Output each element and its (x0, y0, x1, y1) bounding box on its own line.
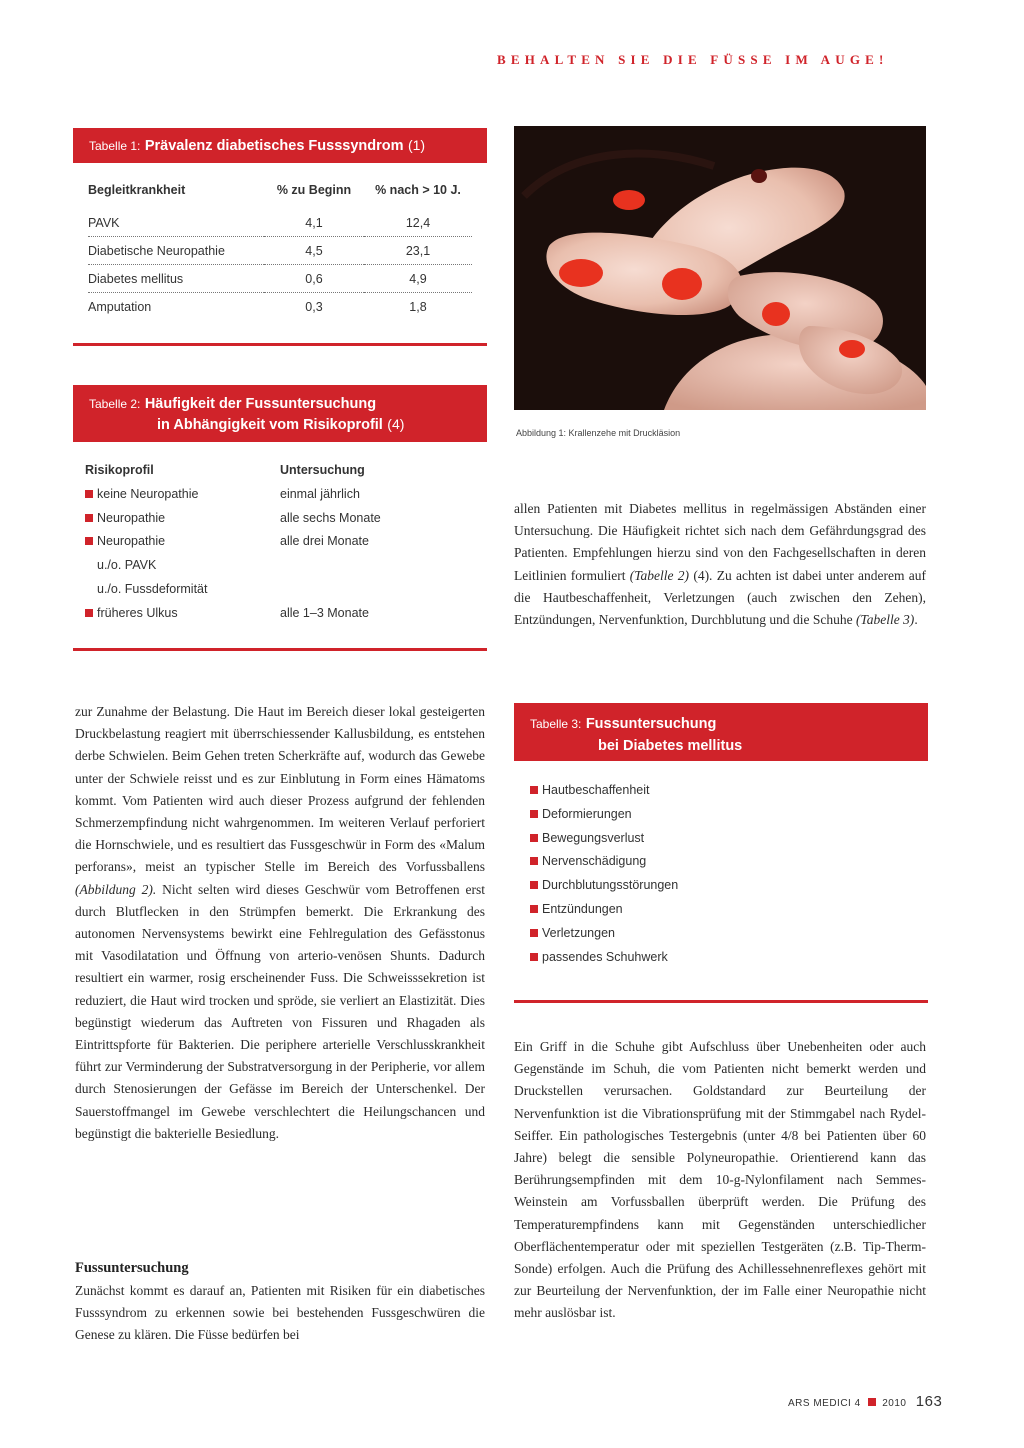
table-header-row (85, 460, 487, 484)
table-2-title-line-1: Häufigkeit der Fussuntersuchung (144, 396, 377, 412)
table-cell: 1,8 (409, 299, 427, 314)
table-2-ref: (4) (387, 416, 405, 432)
text-run: Nicht selten wird dieses Geschwür vom Betroffenen erst durch Blutflecken in den Strümpfen bemerkt. Die Erkrankung des autonomen Nervensystems bewirkt eine Fehlregulation des Gefässtonus mit Vasodilatation und Öffnung von arterio-venösen Shunts. Dadurch resultiert ein warmer, rosig erscheinender Fuss. Die Schweisssekretion ist reduziert, die Haut wird trocken und spröde, sie verliert an Elastizität. Dies begünstigt wiederum das Auftreten von Fissuren und Rhagaden als Eintrittspforte für Bakterien. Die periphere arterielle Verschlusskrankheit führt zur Verminderung der Substratversorgung in der Peripherie, vor allem durch Stenosierungen der Gefässe im Bereich der Unterschenkel. Der Sauerstoffmangel im Gewebe verschlechtert die Heilungschancen und begünstigt die bakterielle Besiedlung. (75, 881, 485, 1141)
bullet-square-icon (530, 929, 538, 937)
table-header-row (88, 179, 472, 201)
bullet-square-icon (530, 786, 538, 794)
list-item-label: Bewegungsverlust (542, 830, 645, 845)
bullet-square-icon (85, 609, 93, 617)
bullet-square-icon (85, 490, 93, 498)
table-row (88, 237, 472, 265)
column-header: % zu Beginn (276, 183, 352, 197)
list-item (530, 783, 928, 807)
table-cell: 4,5 (264, 237, 364, 265)
table-1-ref: (1) (407, 137, 426, 153)
table-2-label: Tabelle 2: (89, 397, 141, 411)
table-cell: PAVK (88, 209, 264, 237)
list-item (530, 831, 928, 855)
table-cell: u./o. Fussdeformität (97, 581, 208, 596)
right-paragraph-1 (514, 498, 926, 631)
table-cell: Amputation (88, 299, 152, 314)
journal-name: ARS MEDICI 4 (788, 1398, 861, 1409)
bullet-square-icon (85, 514, 93, 522)
journal-year: 2010 (882, 1398, 907, 1409)
table-3-title-line-1: Fussuntersuchung (585, 716, 717, 732)
table-row (88, 209, 472, 237)
text-run: (4). Zu achten ist dabei unter anderem auf die Hautbeschaffenheit, Verletzungen (auch zwischen den Zehen), Entzündungen, Nervenfunktion, Durchblutung und die Schuhe (514, 567, 927, 628)
figure-reference: (Tabelle 3) (855, 612, 915, 628)
list-item-label: Nervenschädigung (542, 854, 647, 869)
table-3 (514, 703, 928, 973)
table-cell: 4,9 (364, 265, 472, 293)
footer-square-icon (868, 1398, 876, 1406)
bullet-square-icon (85, 537, 93, 545)
list-item-label: Durchblutungsstörungen (542, 878, 679, 893)
table-2-bottom-rule (73, 648, 487, 651)
figure-1-photo (514, 126, 926, 410)
list-item-label: passendes Schuhwerk (542, 949, 668, 964)
left-paragraph-2: Zunächst kommt es darauf an, Patienten mit Risiken für ein diabetisches Fusssyndrom zu erkennen sowie bei bestehenden Fussgeschwüren die Genese zu klären. Die Füsse bedürfen bei (75, 1283, 485, 1343)
table-1-bottom-rule (73, 343, 487, 346)
list-item-label: Verletzungen (542, 925, 615, 940)
table-2-title-line-2: in Abhängigkeit vom Risikoprofil (157, 417, 383, 433)
table-2-grid (85, 460, 487, 627)
column-header: % nach > 10 J. (375, 183, 461, 197)
figure-1-caption: Abbildung 1: Krallenzehe mit Druckläsion (516, 428, 681, 438)
table-1-header (73, 128, 487, 163)
table-row (85, 508, 487, 532)
column-header: Risikoprofil (85, 463, 154, 477)
table-cell: 0,6 (264, 265, 364, 293)
text-run: allen Patienten mit Diabetes mellitus in regelmässigen Abständen einer Untersuchung. Die Häufigkeit richtet sich nach dem Gefährdungsgrad des Patienten. Empfehlungen hierzu sind von den Fachgesellschaften in deren Leitlinien formuliert (514, 501, 926, 583)
text-run: . (914, 612, 918, 628)
list-item-label: Hautbeschaffenheit (542, 783, 650, 797)
table-cell: 12,4 (364, 209, 472, 237)
column-header: Untersuchung (280, 463, 365, 477)
bullet-square-icon (530, 881, 538, 889)
list-item-label: Entzündungen (542, 901, 623, 916)
table-cell: 4,1 (264, 209, 364, 237)
table-cell: alle drei Monate (280, 534, 369, 549)
table-cell: alle 1–3 Monate (280, 605, 369, 620)
list-item (530, 926, 928, 950)
bullet-square-icon (530, 810, 538, 818)
table-row (85, 603, 487, 627)
table-row (85, 531, 487, 555)
list-item (530, 950, 928, 974)
table-cell: Neuropathie (97, 510, 166, 525)
page-footer (788, 1393, 942, 1410)
table-3-title-line-2: bei Diabetes mellitus (598, 738, 743, 754)
section-heading: Fussuntersuchung (75, 1260, 189, 1276)
table-row (85, 579, 487, 603)
bullet-square-icon (530, 905, 538, 913)
table-cell: früheres Ulkus (97, 605, 178, 620)
list-item (530, 807, 928, 831)
table-3-bottom-rule (514, 1000, 928, 1003)
table-cell: keine Neuropathie (97, 486, 199, 501)
table-row (88, 293, 472, 321)
figure-reference: (Tabelle 2) (629, 567, 690, 583)
table-3-label: Tabelle 3: (530, 717, 582, 731)
table-1-grid (88, 179, 472, 320)
list-item (530, 854, 928, 878)
list-item-label: Deformierungen (542, 806, 632, 821)
figure-reference: (Abbildung 2). (75, 881, 157, 897)
table-3-header (514, 703, 928, 761)
table-row (85, 484, 487, 508)
text-run: zur Zunahme der Belastung. Die Haut im Bereich dieser lokal gesteigerten Druckbelastung reagiert mit überrschiessender Kallusbildung, es entstehen derbe Schwielen. Beim Gehen treten Scherkräfte auf, wodurch das Gewebe unter der Schwiele reisst und es zur Einblutung in Form eines Hämatoms kommt. Vom Patienten wird auch dieser Prozess aufgrund der fehlenden Schmerzempfindung nicht wahrgenommen. Im weiteren Verlauf perforiert die Hornschwiele, und es resultiert das Fussgeschwür in Form des «Malum perforans», meist an typischer Stelle im Bereich des Vorfussballens (75, 704, 485, 875)
running-head: BEHALTEN SIE DIE FÜSSE IM AUGE! (497, 52, 889, 67)
table-cell: Diabetische Neuropathie (88, 237, 264, 265)
table-cell: u./o. PAVK (97, 558, 157, 573)
table-cell: einmal jährlich (280, 486, 360, 501)
table-1-label: Tabelle 1: (89, 139, 141, 153)
table-row (85, 555, 487, 579)
table-cell: 23,1 (364, 237, 472, 265)
table-1 (73, 128, 487, 346)
table-2 (73, 385, 487, 651)
table-cell: Diabetes mellitus (88, 265, 264, 293)
bullet-square-icon (530, 857, 538, 865)
table-cell: 0,3 (305, 299, 323, 314)
bullet-square-icon (530, 953, 538, 961)
table-row (88, 265, 472, 293)
bullet-square-icon (530, 834, 538, 842)
left-paragraph-1 (75, 701, 485, 1145)
table-cell: alle sechs Monate (280, 510, 381, 525)
list-item (530, 902, 928, 926)
table-3-list (530, 783, 928, 973)
column-header: Begleitkrankheit (88, 183, 186, 197)
page-number: 163 (915, 1393, 943, 1410)
toe-photo-illustration (514, 126, 926, 410)
right-paragraph-2: Ein Griff in die Schuhe gibt Aufschluss über Unebenheiten oder auch Gegenstände im Schuh, die vom Patienten nicht bemerkt werden und Druckstellen verursachen. Goldstandard zur Beurteilung der Nervenfunktion ist die Vibrationsprüfung mit der Stimmgabel nach Rydel-Seiffer. Ein pathologisches Testergebnis (unter 4/8 bei Patienten über 60 Jahre) belegt die sensible Polyneuropathie. Orientierend kann das Berührungsempfinden mit dem 10-g-Nylonfilament nach Semmes-Weinstein am Vorfussballen überprüft werden. Die Prüfung des Temperaturempfindens kann mit Gegenständen unterschiedlicher Oberflächentemperatur oder mit speziellen Testgeräten (z.B. Tip-Therm-Sonde) erfolgen. Auch die Prüfung des Achillessehnenreflexes gehört mit zur Beurteilung der Nervenfunktion, der im Falle einer Neuropathie nicht mehr auslösbar ist. (514, 1039, 926, 1321)
table-2-header (73, 385, 487, 442)
table-1-title: Prävalenz diabetisches Fusssyndrom (144, 138, 404, 154)
list-item (530, 878, 928, 902)
table-cell: Neuropathie (97, 534, 166, 549)
